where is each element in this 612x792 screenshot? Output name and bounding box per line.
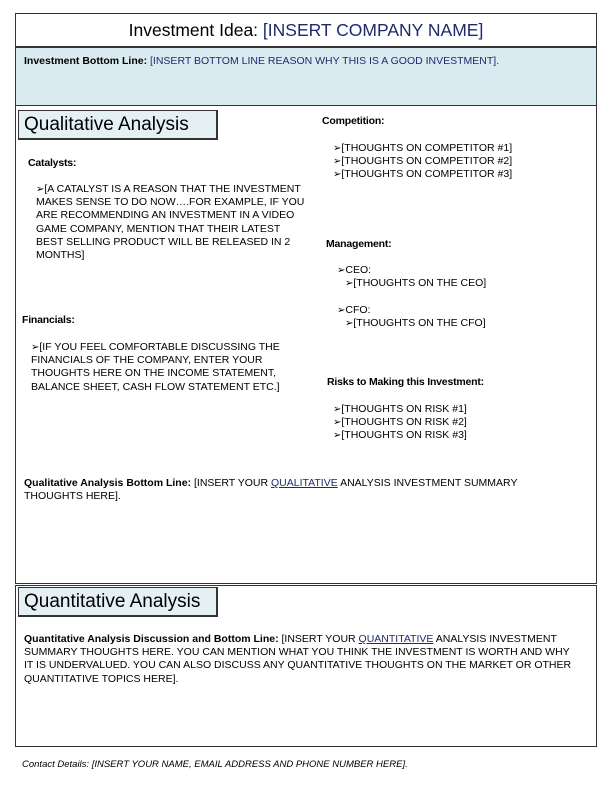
arrow-bullet-icon: ➢ xyxy=(36,184,45,195)
arrow-bullet-icon: ➢ xyxy=(333,417,342,429)
company-name: [INSERT COMPANY NAME] xyxy=(262,20,484,40)
quantitative-label: Quantitative Analysis Discussion and Bottom Line xyxy=(24,633,276,645)
quantitative-keyword: QUANTITATIVE xyxy=(358,633,434,645)
arrow-bullet-icon: ➢ xyxy=(345,318,354,330)
arrow-bullet-icon: ➢ xyxy=(333,404,342,415)
list-item: ➢[THOUGHTS ON RISK #2] xyxy=(333,416,467,429)
list-item: ➢[THOUGHTS ON COMPETITOR #2] xyxy=(333,155,513,168)
list-item: ➢[THOUGHTS ON RISK #3] xyxy=(333,429,467,442)
quantitative-discussion: Quantitative Analysis Discussion and Bottom Line: [INSERT YOUR QUANTITATIVE ANALYSIS INVESTMENT SUMMARY THOUGHTS HERE. YOU CAN MENTION WHAT YOU THINK THE INVESTMENT IS WORTH AND WHY IT IS UNDERVALUED. YOU CAN ALSO DISCUSS ANY QUANTITATIVE THOUGHTS ON THE MARKET OR OTHER QUANTITATIVE TOPICS HERE]. xyxy=(24,633,572,685)
catalysts-text: ➢[A CATALYST IS A REASON THAT THE INVESTMENT MAKES SENSE TO DO NOW….FOR EXAMPLE, IF YOU ARE RECOMMENDING AN INVESTMENT IN A VIDEO GAME COMPANY, MENTION THAT THEIR LATEST BEST SELLING PRODUCT WILL BE RELEASED IN 2 MONTHS] xyxy=(36,183,305,262)
arrow-bullet-icon: ➢ xyxy=(345,278,354,290)
bottom-line-label: Investment Bottom Line xyxy=(24,55,144,67)
cfo-label: CFO: xyxy=(345,304,371,316)
arrow-bullet-icon: ➢ xyxy=(337,265,346,276)
competitor-list xyxy=(333,142,512,182)
risk-list xyxy=(333,403,467,443)
risks-label: Risks to Making this Investment: xyxy=(327,376,484,388)
financials-label: Financials: xyxy=(22,314,75,326)
arrow-bullet-icon: ➢ xyxy=(333,430,342,442)
financials-text: ➢[IF YOU FEEL COMFORTABLE DISCUSSING THE FINANCIALS OF THE COMPANY, ENTER YOUR THOUGHTS HERE ON THE INCOME STATEMENT, BALANCE SHEET, CASH FLOW STATEMENT ETC.] xyxy=(31,341,280,393)
contact-details xyxy=(22,759,408,770)
qualitative-bottom-label: Qualitative Analysis Bottom Line xyxy=(24,477,188,489)
qualitative-bottom-line: Qualitative Analysis Bottom Line: [INSERT YOUR QUALITATIVE ANALYSIS INVESTMENT SUMMARY THOUGHTS HERE]. xyxy=(24,477,518,503)
list-item: ➢[THOUGHTS ON COMPETITOR #3] xyxy=(333,168,513,181)
ceo-label: CEO: xyxy=(345,264,372,276)
contact-text: [INSERT YOUR NAME, EMAIL ADDRESS AND PHONE NUMBER HERE]. xyxy=(91,759,408,770)
competition-label: Competition: xyxy=(322,115,385,127)
arrow-bullet-icon: ➢ xyxy=(333,143,342,154)
management-label: Management: xyxy=(326,238,392,250)
cfo-block xyxy=(337,304,486,330)
catalysts-label: Catalysts: xyxy=(28,157,77,169)
arrow-bullet-icon: ➢ xyxy=(31,342,40,353)
qualitative-keyword: QUALITATIVE xyxy=(271,477,338,489)
qualitative-heading: Qualitative Analysis xyxy=(18,110,218,140)
quantitative-heading: Quantitative Analysis xyxy=(18,587,218,617)
list-item: ➢[THOUGHTS ON RISK #1] xyxy=(333,403,467,415)
contact-label: Contact Details: xyxy=(22,759,92,770)
arrow-bullet-icon: ➢ xyxy=(337,305,346,316)
title-prefix: Investment Idea: xyxy=(128,20,263,40)
arrow-bullet-icon: ➢ xyxy=(333,169,342,181)
cfo-text: [THOUGHTS ON THE CFO] xyxy=(353,317,486,330)
investment-bottom-line: Investment Bottom Line: [INSERT BOTTOM LINE REASON WHY THIS IS A GOOD INVESTMENT]. xyxy=(24,55,500,67)
ceo-block xyxy=(337,264,486,290)
ceo-text: [THOUGHTS ON THE CEO] xyxy=(353,277,487,290)
list-item: ➢[THOUGHTS ON COMPETITOR #1] xyxy=(333,142,513,154)
arrow-bullet-icon: ➢ xyxy=(333,156,342,168)
bottom-line-text: [INSERT BOTTOM LINE REASON WHY THIS IS A GOOD INVESTMENT]. xyxy=(150,55,500,67)
page-title xyxy=(15,13,597,47)
